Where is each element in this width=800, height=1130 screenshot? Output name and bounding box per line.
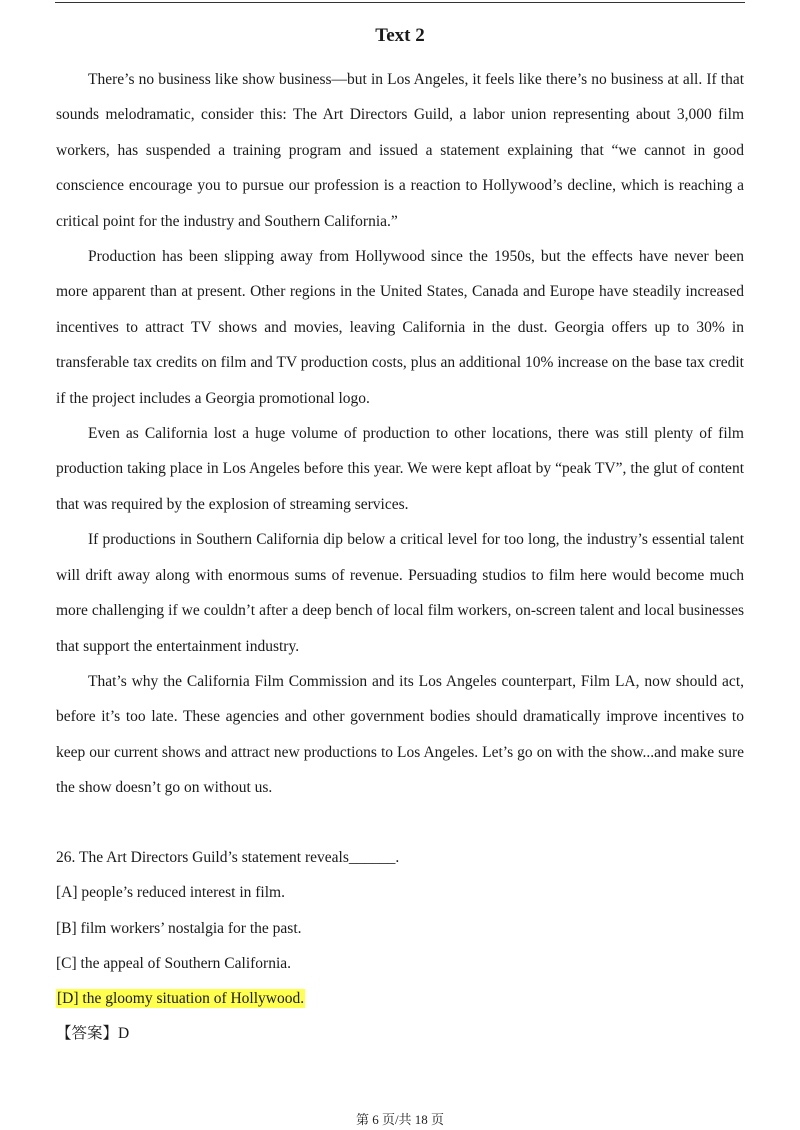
answer-label: 【答案】D: [56, 1025, 130, 1043]
option-a: [56, 875, 744, 910]
option-c: [56, 946, 744, 981]
option-c-text: [C] the appeal of Southern California.: [56, 954, 292, 972]
paragraph-4: If productions in Southern California dip below a critical level for too long, the industry’s essential talent will drift away along with enormous sums of revenue. Persuading studios to film here would become much more challenging if we couldn’t after a deep bench of local film workers, on-screen talent and local businesses that support the entertainment industry.: [56, 531, 744, 655]
option-d-highlighted-text: [D] the gloomy situation of Hollywood.: [57, 990, 305, 1008]
top-divider: [55, 2, 745, 3]
page-title: Text 2: [375, 25, 425, 46]
question-block: [56, 840, 744, 1052]
option-a-text: [A] people’s reduced interest in film.: [56, 884, 285, 902]
paragraph-2: Production has been slipping away from Hollywood since the 1950s, but the effects have never been more apparent than at present. Other regions in the United States, Canada and Europe have steadily increased incentives to attract TV shows and movies, leaving California in the dust. Georgia offers up to 30% in transferable tax credits on film and TV production costs, plus an additional 10% increase on the base tax credit if the project includes a Georgia promotional logo.: [56, 248, 744, 407]
question-stem: 26. The Art Directors Guild’s statement reveals______.: [56, 849, 400, 866]
option-b-text: [B] film workers’ nostalgia for the past.: [56, 919, 302, 937]
paragraph-5: That’s why the California Film Commission and its Los Angeles counterpart, Film LA, now should act, before it’s too late. These agencies and other government bodies should dramatically improve incentives to keep our current shows and attract new productions to Los Angeles. Let’s go on with the show...and make sure the show doesn’t go on without us.: [56, 672, 744, 797]
paragraph-3: Even as California lost a huge volume of production to other locations, there was still plenty of film production taking place in Los Angeles before this year. We were kept afloat by “peak TV”, the glut of content that was required by the explosion of streaming services.: [56, 425, 744, 513]
option-b: [56, 911, 744, 946]
article-body: [56, 62, 744, 806]
page-footer: 第 6 页/共 18 页: [355, 1112, 445, 1127]
paragraph-1: There’s no business like show business—but in Los Angeles, it feels like there’s no business at all. If that sounds melodramatic, consider this: The Art Directors Guild, a labor union representing about 3,000 film workers, has suspended a training program and issued a statement explaining that “we cannot in good conscience encourage you to pursue our profession is a reaction to Hollywood’s decline, which is reaching a critical point for the industry and Southern California.”: [56, 71, 744, 230]
option-d: [56, 981, 744, 1016]
